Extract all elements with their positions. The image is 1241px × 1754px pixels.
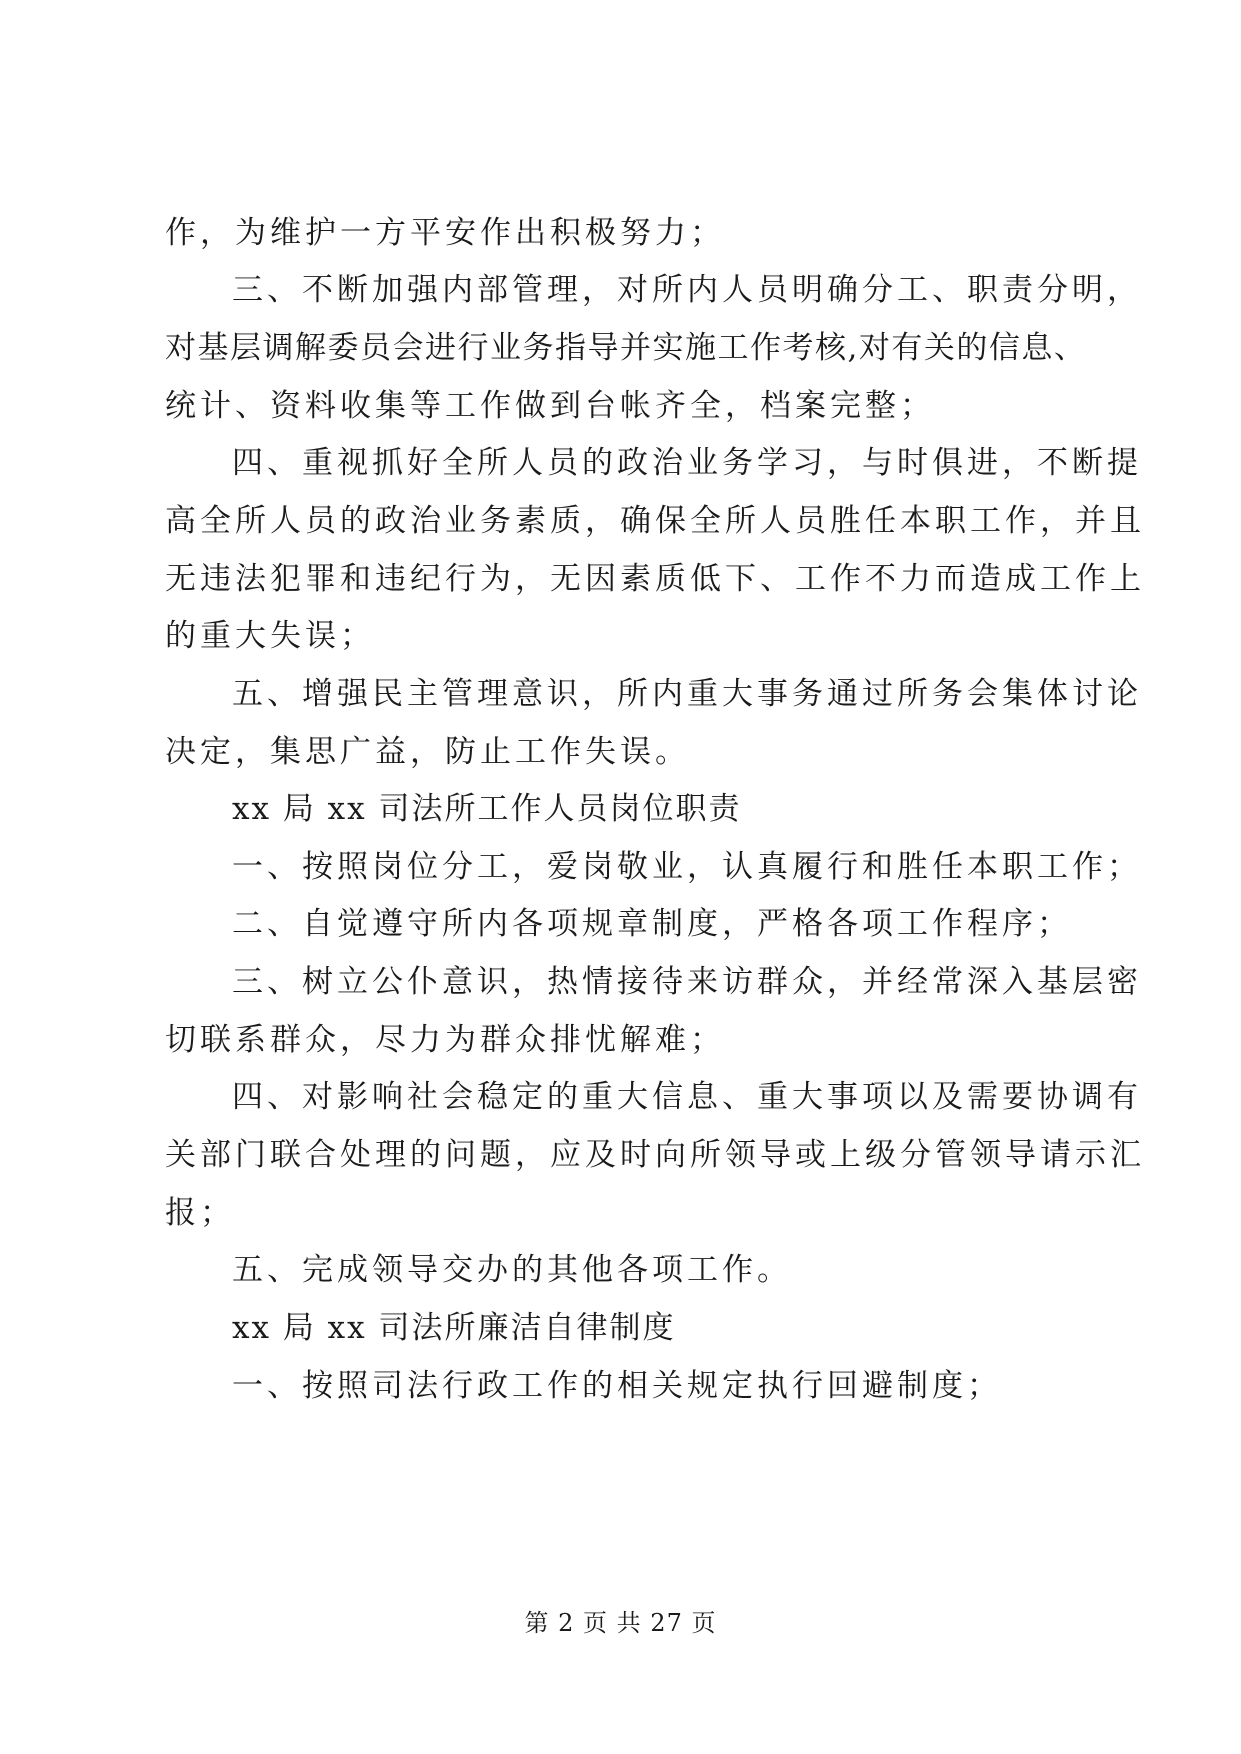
text-line: 四、重视抓好全所人员的政治业务学习，与时俱进，不断提 <box>232 445 1142 481</box>
text-line: 作，为维护一方平安作出积极努力； <box>165 215 725 251</box>
text-line: 五、增强民主管理意识，所内重大事务通过所务会集体讨论 <box>232 676 1142 712</box>
text-line: 二、自觉遵守所内各项规章制度，严格各项工作程序； <box>232 906 1072 942</box>
text-line: 切联系群众，尽力为群众排忧解难； <box>165 1022 725 1058</box>
text-line: 无违法犯罪和违纪行为，无因素质低下、工作不力而造成工作上 <box>165 561 1145 597</box>
section-heading: xx 局 xx 司法所工作人员岗位职责 <box>232 791 742 827</box>
text-line: 报； <box>165 1195 235 1231</box>
text-line: 三、不断加强内部管理，对所内人员明确分工、职责分明， <box>232 272 1142 308</box>
text-line: 一、按照司法行政工作的相关规定执行回避制度； <box>232 1368 1002 1404</box>
page-footer: 第 2 页 共 27 页 <box>524 1609 717 1637</box>
section-heading: xx 局 xx 司法所廉洁自律制度 <box>232 1310 676 1346</box>
text-line: 三、树立公仆意识，热情接待来访群众，并经常深入基层密 <box>232 964 1142 1000</box>
text-line: 对基层调解委员会进行业务指导并实施工作考核,对有关的信息、 <box>165 330 1087 366</box>
text-line: 四、对影响社会稳定的重大信息、重大事项以及需要协调有 <box>232 1079 1142 1115</box>
text-line: 一、按照岗位分工，爱岗敬业，认真履行和胜任本职工作； <box>232 849 1142 885</box>
text-line: 五、完成领导交办的其他各项工作。 <box>232 1252 792 1288</box>
text-line: 的重大失误； <box>165 618 375 654</box>
text-line: 统计、资料收集等工作做到台帐齐全，档案完整； <box>165 388 935 424</box>
text-line: 决定，集思广益，防止工作失误。 <box>165 734 690 770</box>
text-line: 高全所人员的政治业务素质，确保全所人员胜任本职工作，并且 <box>165 503 1145 539</box>
text-line: 关部门联合处理的问题，应及时向所领导或上级分管领导请示汇 <box>165 1137 1145 1173</box>
